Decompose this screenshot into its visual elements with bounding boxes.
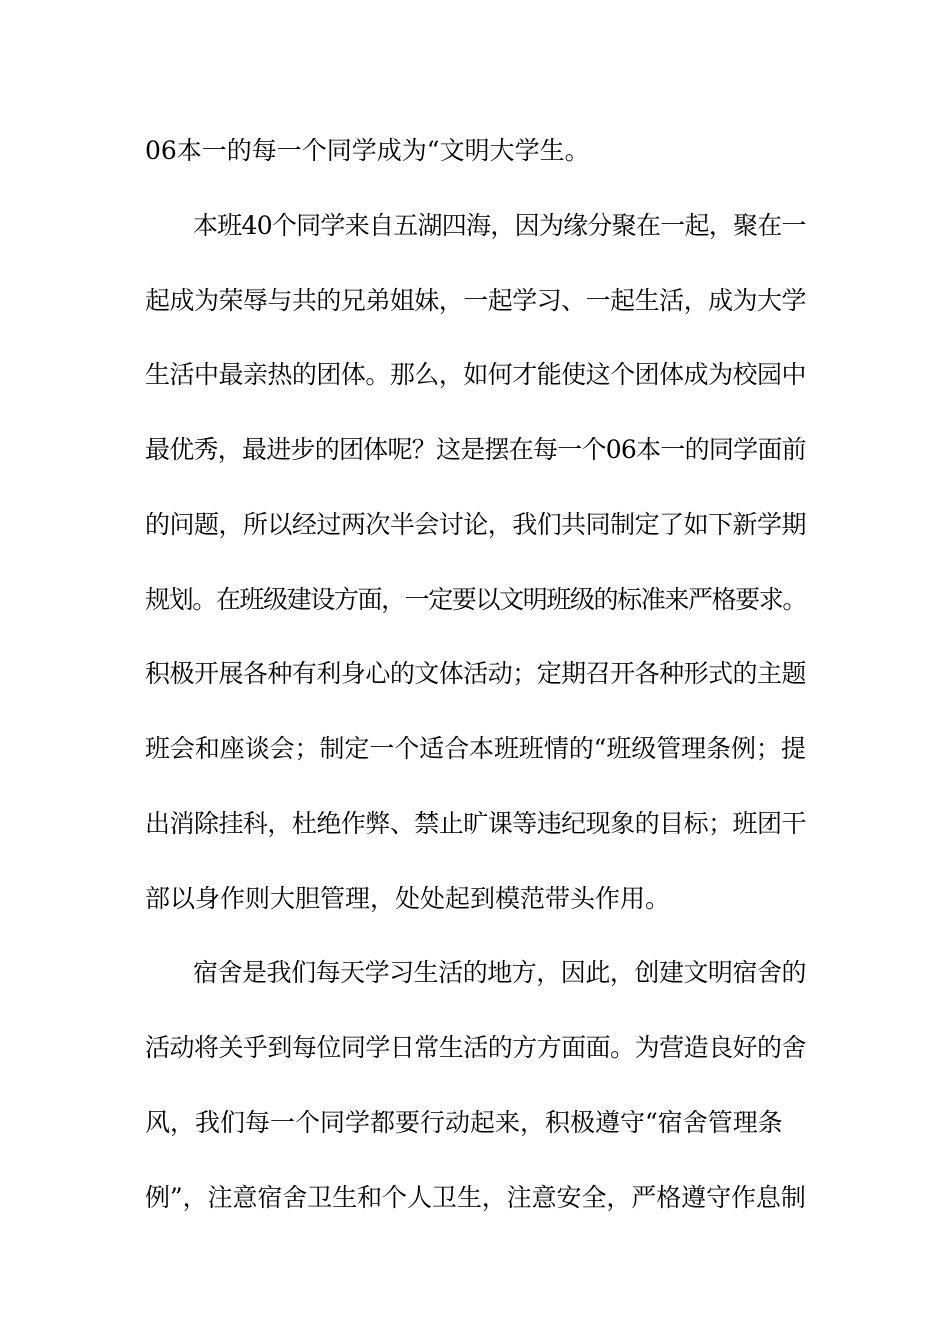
text-line: 班会和座谈会；制定一个适合本班班情的“班级管理条例；提 <box>145 734 806 763</box>
text-line: 起成为荣辱与共的兄弟姐妹，一起学习、一起生活，成为大学 <box>145 286 807 315</box>
text-line: 出消除挂科，杜绝作弊、禁止旷课等违纪现象的目标；班团干 <box>145 809 807 838</box>
text-line: 的问题，所以经过两次半会讨论，我们共同制定了如下新学期 <box>145 510 807 539</box>
text-line: 积极开展各种有利身心的文体活动；定期召开各种形式的主题 <box>145 659 807 688</box>
text-line: 风，我们每一个同学都要行动起来，积极遵守“宿舍管理条 <box>145 1108 783 1137</box>
text-line: 生活中最亲热的团体。那么，如何才能使这个团体成为校园中 <box>145 360 807 389</box>
text-line: 06本一的每一个同学成为“文明大学生。 <box>145 136 590 165</box>
paragraph-start-line: 宿舍是我们每天学习生活的地方，因此，创建文明宿舍的 <box>193 958 807 987</box>
text-line: 活动将关乎到每位同学日常生活的方方面面。为营造良好的舍 <box>145 1033 807 1062</box>
text-line: 规划。在班级建设方面，一定要以文明班级的标准来严格要求。 <box>145 585 807 614</box>
paragraph-start-line: 本班40个同学来自五湖四海，因为缘分聚在一起，聚在一 <box>193 211 806 240</box>
text-line: 部以身作则大胆管理，处处起到模范带头作用。 <box>145 884 671 913</box>
text-line: 例”，注意宿舍卫生和个人卫生，注意安全，严格遵守作息制 <box>145 1183 806 1212</box>
text-line: 最优秀，最进步的团体呢？这是摆在每一个06本一的同学面前 <box>145 435 806 464</box>
